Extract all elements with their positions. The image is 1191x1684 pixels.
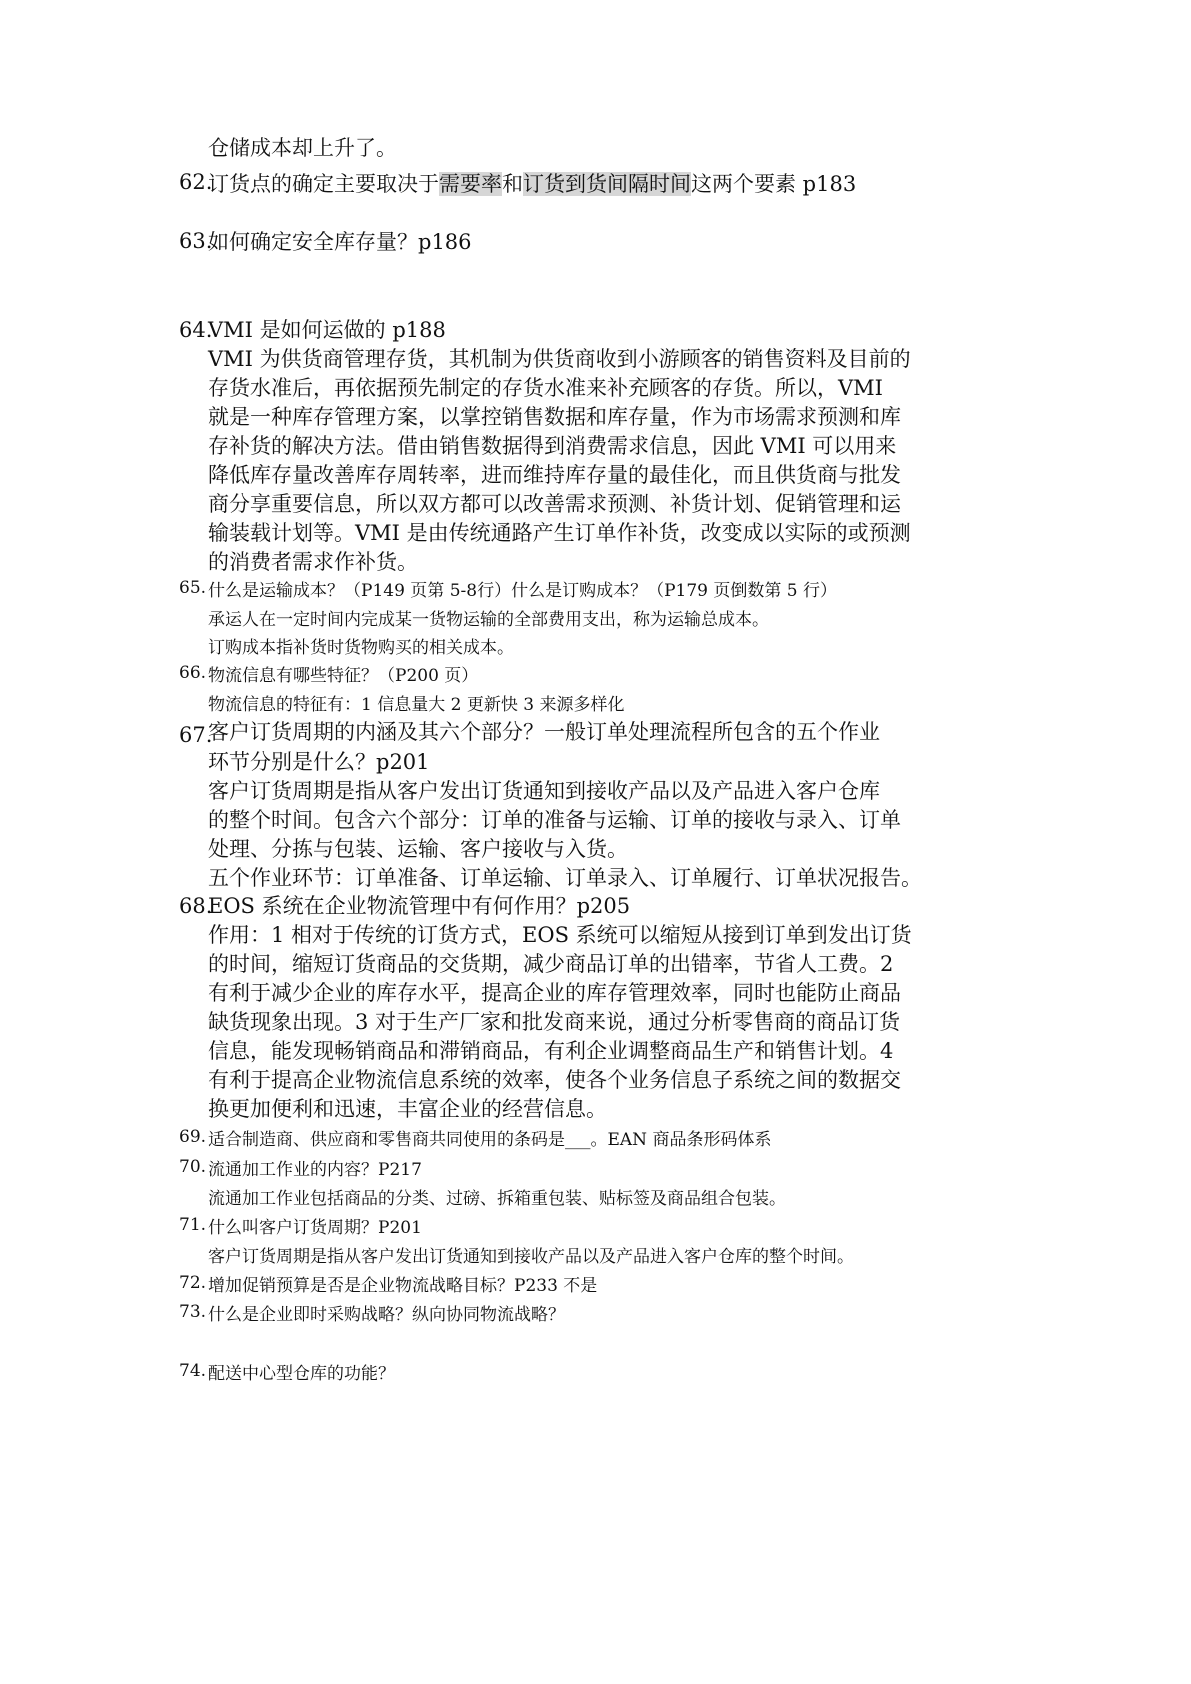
item-number: 66. [179,663,207,683]
question-text: 这两个要素 p183 [691,172,857,196]
question-66: 物流信息有哪些特征？（P200 页） [208,666,479,686]
answer-line: 输装载计划等。VMI 是由传统通路产生订单作补货，改变成以实际的或预测 [208,521,911,545]
answer-line: 承运人在一定时间内完成某一货物运输的全部费用支出，称为运输总成本。 [208,610,769,630]
question-72: 增加促销预算是否是企业物流战略目标？P233 不是 [208,1276,598,1296]
answer-line: 流通加工作业包括商品的分类、过磅、拆箱重包装、贴标签及商品组合包装。 [208,1189,786,1209]
answer-line: 物流信息的特征有：1 信息量大 2 更新快 3 来源多样化 [208,695,625,715]
item-number: 74. [179,1361,207,1381]
answer-line: 处理、分拣与包装、运输、客户接收与入货。 [208,837,628,861]
answer-line: 客户订货周期是指从客户发出订货通知到接收产品以及产品进入客户仓库的整个时间。 [208,1247,854,1267]
item-number: 65. [179,578,207,598]
answer-line: 客户订货周期是指从客户发出订货通知到接收产品以及产品进入客户仓库 [208,779,880,803]
answer-line: 信息，能发现畅销商品和滞销商品，有利企业调整商品生产和销售计划。4 [208,1039,894,1063]
answer-line: 就是一种库存管理方案，以掌控销售数据和库存量，作为市场需求预测和库 [208,405,901,429]
answer-line: 存货水准后，再依据预先制定的存货水准来补充顾客的存货。所以，VMI [208,376,883,400]
highlighted-term: 需要率 [439,172,502,196]
question-62 [208,168,856,198]
answer-line: 商分享重要信息，所以双方都可以改善需求预测、补货计划、促销管理和运 [208,492,901,516]
item-number: 69. [179,1127,207,1147]
item-number: 73. [179,1302,207,1322]
answer-line: 换更加便利和迅速，丰富企业的经营信息。 [208,1097,607,1121]
item-number: 62. [179,170,213,194]
question-73: 什么是企业即时采购战略？纵向协同物流战略？ [208,1305,565,1325]
answer-line: 五个作业环节：订单准备、订单运输、订单录入、订单履行、订单状况报告。 [208,866,922,890]
answer-line: 降低库存量改善库存周转率，进而维持库存量的最佳化，而且供货商与批发 [208,463,901,487]
answer-line: 有利于提高企业物流信息系统的效率，使各个业务信息子系统之间的数据交 [208,1068,901,1092]
item-number: 72. [179,1273,207,1293]
question-text: 订货点的确定主要取决于 [208,172,439,196]
item-number: 63. [179,229,213,253]
answer-line: 缺货现象出现。3 对于生产厂家和批发商来说，通过分析零售商的商品订货 [208,1010,901,1034]
item-number: 67. [179,723,213,747]
question-67-cont: 环节分别是什么？p201 [208,750,430,774]
item-number: 71. [179,1215,207,1235]
answer-line: 作用：1 相对于传统的订货方式，EOS 系统可以缩短从接到订单到发出订货 [208,923,912,947]
question-67: 客户订货周期的内涵及其六个部分？一般订单处理流程所包含的五个作业 [208,720,880,744]
answer-line: 有利于减少企业的库存水平，提高企业的库存管理效率，同时也能防止商品 [208,981,901,1005]
highlighted-term: 订货到货间隔时间 [523,172,691,196]
item-number: 68. [179,894,213,918]
answer-line: 的消费者需求作补货。 [208,550,418,574]
answer-line: VMI 为供货商管理存货，其机制为供货商收到小游顾客的销售资料及目前的 [208,347,911,371]
item-number: 70. [179,1157,207,1177]
question-64: VMI 是如何运做的 p188 [208,318,446,342]
paragraph-line: 仓储成本却上升了。 [208,136,397,160]
question-68: EOS 系统在企业物流管理中有何作用？p205 [208,894,631,918]
question-70: 流通加工作业的内容？P217 [208,1160,422,1180]
item-number: 64. [179,318,213,342]
question-65: 什么是运输成本？（P149 页第 5-8行）什么是订购成本？（P179 页倒数第 5 行） [208,581,837,601]
answer-line: 的时间，缩短订货商品的交货期，减少商品订单的出错率，节省人工费。2 [208,952,894,976]
question-74: 配送中心型仓库的功能？ [208,1364,395,1384]
question-71: 什么叫客户订货周期？P201 [208,1218,422,1238]
answer-line: 存补货的解决方法。借由销售数据得到消费需求信息，因此 VMI 可以用来 [208,434,897,458]
question-text: 和 [502,172,523,196]
answer-line: 订购成本指补货时货物购买的相关成本。 [208,638,514,658]
answer-line: 的整个时间。包含六个部分：订单的准备与运输、订单的接收与录入、订单 [208,808,901,832]
question-69: 适合制造商、供应商和零售商共同使用的条码是___。EAN 商品条形码体系 [208,1130,772,1150]
question-63: 如何确定安全库存量？p186 [208,230,472,254]
